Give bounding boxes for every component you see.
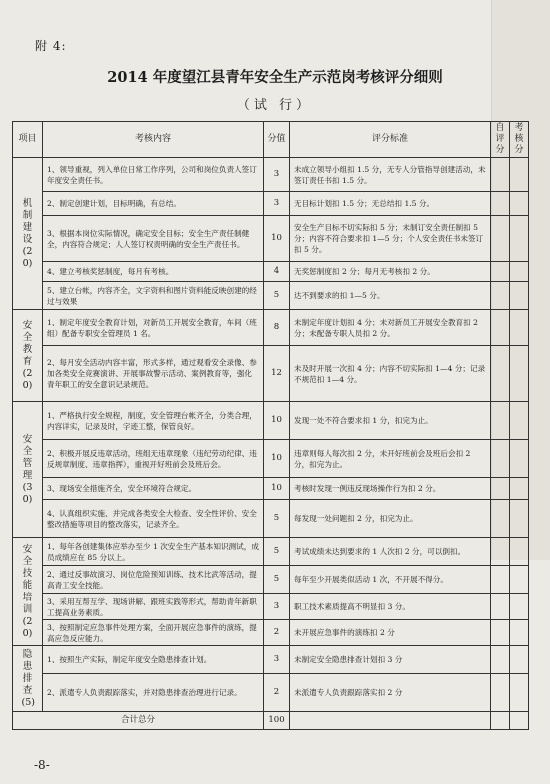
- check-score-cell: [510, 440, 529, 478]
- row-content: 2、每月安全活动内容丰富，形式多样，通过观看安全录像、参加各类安全竞赛演讲、开展事故警示活动、案例教育等，强化青年职工的安全意识记录规范。: [43, 346, 264, 402]
- group-label: 安全管理(30): [13, 402, 43, 538]
- self-score-cell: [491, 282, 510, 310]
- row-score: 5: [264, 282, 290, 310]
- row-standard: 安全生产目标不切实际扣 5 分；未制订安全责任制扣 5 分；内容不符合要求扣 1—5 分；个人安全责任书未签订扣 5 分。: [290, 216, 491, 262]
- row-standard: 未制定安全隐患排查计划扣 3 分: [290, 646, 491, 674]
- row-content: 3、现场安全措施齐全，安全环境符合规定。: [43, 478, 264, 500]
- row-standard: 违章则每人每次扣 2 分，未开好班前会及班后会扣 2 分，扣完为止。: [290, 440, 491, 478]
- row-score: 2: [264, 674, 290, 712]
- check-score-cell: [510, 646, 529, 674]
- self-score-cell: [491, 216, 510, 262]
- header-row: [13, 122, 529, 158]
- self-score-cell: [491, 500, 510, 538]
- check-score-cell: [510, 346, 529, 402]
- row-content: 1、按照生产实际，制定年度安全隐患排查计划。: [43, 646, 264, 674]
- group-label: 隐患排查(5): [13, 646, 43, 712]
- self-score-cell: [491, 402, 510, 440]
- row-standard: 考核时发现一例违反现场操作行为扣 2 分。: [290, 478, 491, 500]
- header-standard: 评分标准: [290, 122, 491, 158]
- row-standard: 未开展应急事件的演练扣 2 分: [290, 620, 491, 646]
- row-score: 2: [264, 620, 290, 646]
- check-score-cell: [510, 262, 529, 282]
- total-score: 100: [264, 712, 290, 730]
- row-score: 10: [264, 402, 290, 440]
- check-score-cell: [510, 158, 529, 192]
- row-score: 4: [264, 262, 290, 282]
- self-score-cell: [491, 192, 510, 216]
- document-title: 2014 年度望江县青年安全生产示范岗考核评分细则: [107, 69, 443, 86]
- self-score-cell: [491, 538, 510, 566]
- table-row: [13, 158, 529, 192]
- page-number: -8-: [34, 758, 50, 772]
- row-content: 3、根据本岗位实际情况，确定安全目标；安全生产责任制健全，内容符合规定；人人签订权责明确的安全生产责任书。: [43, 216, 264, 262]
- table-row: [13, 440, 529, 478]
- row-content: 4、认真组织实施、并完成各类安全大检查、安全性评价、安全整改措施等项目的整改落实，记录齐全。: [43, 500, 264, 538]
- self-score-cell: [491, 346, 510, 402]
- group-label: 安全技能培训(20): [13, 538, 43, 646]
- check-score-cell: [510, 192, 529, 216]
- check-score-cell: [510, 712, 529, 730]
- row-content: 2、通过反事故演习、岗位危险预知训练、技术比武等活动，提高青工安全技能。: [43, 566, 264, 594]
- check-score-cell: [510, 594, 529, 620]
- row-standard: 考试成绩未达到要求的 1 人次扣 2 分，可以倒扣。: [290, 538, 491, 566]
- table-row: [13, 282, 529, 310]
- check-score-cell: [510, 282, 529, 310]
- table-row: [13, 310, 529, 346]
- self-score-cell: [491, 594, 510, 620]
- row-standard: 每年至少开展类似活动 1 次，不开展不得分。: [290, 566, 491, 594]
- appendix-label: 附 4:: [35, 39, 67, 53]
- check-score-cell: [510, 620, 529, 646]
- row-standard: 发现一处不符合要求扣 1 分，扣完为止。: [290, 402, 491, 440]
- self-score-cell: [491, 310, 510, 346]
- row-standard: 职工技术素质提高不明显扣 3 分。: [290, 594, 491, 620]
- total-standard-cell: [290, 712, 491, 730]
- row-standard: 无目标计划扣 1.5 分；无总结扣 1.5 分。: [290, 192, 491, 216]
- row-score: 12: [264, 346, 290, 402]
- row-content: 2、派遣专人负责跟踪落实，并对隐患排查治理进行记录。: [43, 674, 264, 712]
- table-row: [13, 620, 529, 646]
- header-content: 考核内容: [43, 122, 264, 158]
- check-score-cell: [510, 310, 529, 346]
- group-label: 安全教育(20): [13, 310, 43, 402]
- table-row: [13, 500, 529, 538]
- self-score-cell: [491, 712, 510, 730]
- row-standard: 未制定年度计划扣 4 分；未对新员工开展安全教育扣 2 分；未配备专职人员扣 2 分。: [290, 310, 491, 346]
- row-content: 1、严格执行安全规程，制度，安全管理台帐齐全，分类合理，内容详实，记录及时，字迹工整，保管良好。: [43, 402, 264, 440]
- table-row: [13, 646, 529, 674]
- table-row: [13, 538, 529, 566]
- row-score: 3: [264, 192, 290, 216]
- document-subtitle: （试 行）: [236, 98, 314, 113]
- row-content: 2、积极开展反违章活动，班组无违章现象（违纪劳动纪律、违反规章制度、违章指挥），重视开好班前会及班后会。: [43, 440, 264, 478]
- row-score: 3: [264, 158, 290, 192]
- table-row: [13, 478, 529, 500]
- row-score: 10: [264, 216, 290, 262]
- check-score-cell: [510, 538, 529, 566]
- check-score-cell: [510, 566, 529, 594]
- row-score: 3: [264, 646, 290, 674]
- self-score-cell: [491, 674, 510, 712]
- self-score-cell: [491, 440, 510, 478]
- row-content: 3、按照制定应急事件处理方案，全面开展应急事件的演练，提高应急反应能力。: [43, 620, 264, 646]
- group-label: 机制建设(20): [13, 158, 43, 310]
- row-standard: 未成立领导小组扣 1.5 分，无专人分管指导创建活动，未签订责任书扣 1.5 分。: [290, 158, 491, 192]
- self-score-cell: [491, 646, 510, 674]
- check-score-cell: [510, 478, 529, 500]
- check-score-cell: [510, 216, 529, 262]
- row-content: 3、采用互帮互学、现场讲解、跟班实践等形式，帮助青年新职工提高业务素质。: [43, 594, 264, 620]
- table-row: [13, 594, 529, 620]
- table-row: [13, 674, 529, 712]
- self-score-cell: [491, 478, 510, 500]
- table-row: [13, 192, 529, 216]
- row-score: 5: [264, 500, 290, 538]
- row-score: 5: [264, 566, 290, 594]
- check-score-cell: [510, 500, 529, 538]
- row-standard: 达不到要求的扣 1—5 分。: [290, 282, 491, 310]
- table-row: [13, 346, 529, 402]
- total-label: 合计总分: [13, 712, 264, 730]
- row-content: 1、领导重视，列入单位日常工作序列，公司和岗位负责人签订年度安全责任书。: [43, 158, 264, 192]
- table-row: [13, 566, 529, 594]
- table-row: [13, 262, 529, 282]
- header-check-score: 考核分: [510, 122, 529, 158]
- row-score: 10: [264, 440, 290, 478]
- self-score-cell: [491, 620, 510, 646]
- header-item: 项目: [13, 122, 43, 158]
- header-self-score: 自评分: [491, 122, 510, 158]
- row-standard: 未派遣专人负责跟踪落实扣 2 分: [290, 674, 491, 712]
- row-standard: 无奖惩制度扣 2 分；每月无考核扣 2 分。: [290, 262, 491, 282]
- row-score: 8: [264, 310, 290, 346]
- header-score: 分值: [264, 122, 290, 158]
- table-row: [13, 216, 529, 262]
- check-score-cell: [510, 402, 529, 440]
- self-score-cell: [491, 262, 510, 282]
- row-standard: 每发现一处问题扣 2 分，扣完为止。: [290, 500, 491, 538]
- row-content: 2、制定创建计划，目标明确，有总结。: [43, 192, 264, 216]
- row-content: 5、建立台帐，内容齐全，文字资料和图片资料能反映创建的经过与效果: [43, 282, 264, 310]
- row-content: 1、每年各创建集体应举办至少 1 次安全生产基本知识测试，成员成绩应在 85 分以上。: [43, 538, 264, 566]
- row-score: 5: [264, 538, 290, 566]
- total-row: [13, 712, 529, 730]
- row-content: 1、制定年度安全教育计划，对新员工开展安全教育，车间（班组）配备专职安全管理员 1 名。: [43, 310, 264, 346]
- row-score: 3: [264, 594, 290, 620]
- table-row: [13, 402, 529, 440]
- row-score: 10: [264, 478, 290, 500]
- check-score-cell: [510, 674, 529, 712]
- scoring-table: [12, 121, 529, 730]
- self-score-cell: [491, 158, 510, 192]
- row-content: 4、建立考核奖惩制度，每月有考核。: [43, 262, 264, 282]
- self-score-cell: [491, 566, 510, 594]
- row-standard: 未及时开展一次扣 4 分；内容不切实际扣 1—4 分；记录不规范扣 1—4 分。: [290, 346, 491, 402]
